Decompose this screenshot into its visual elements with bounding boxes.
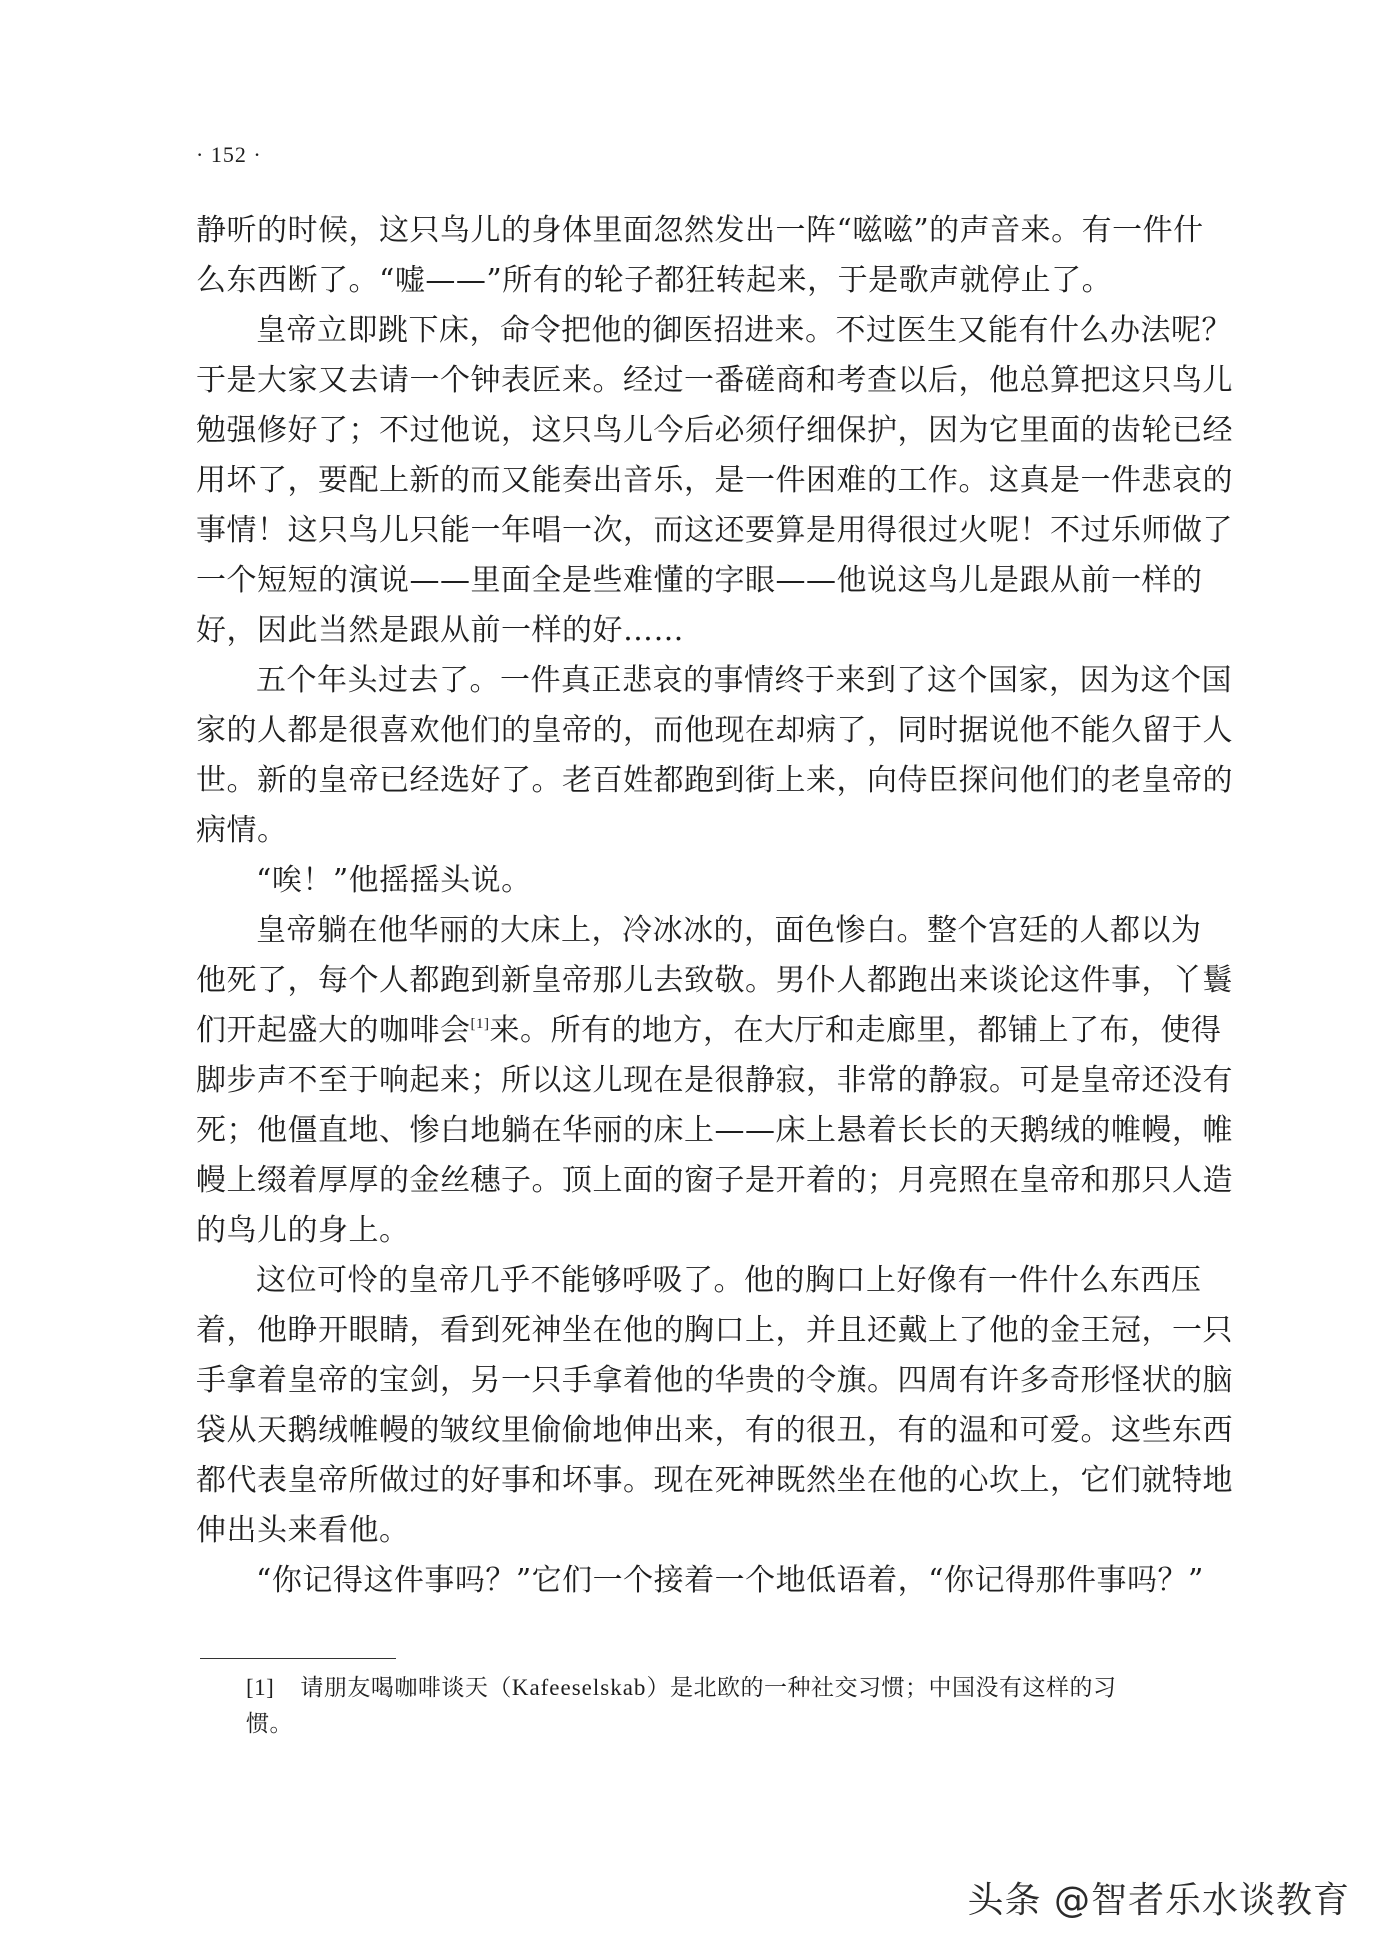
text-line: 勉强修好了；不过他说，这只鸟儿今后必须仔细保护，因为它里面的齿轮已经 (196, 413, 1233, 448)
text-line: 死；他僵直地、惨白地躺在华丽的床上——床上悬着长长的天鹅绒的帷幔，帷 (196, 1113, 1233, 1148)
paragraph (196, 206, 1204, 306)
text-line: 伸出头来看他。 (196, 1513, 410, 1548)
text-line: 这位可怜的皇帝几乎不能够呼吸了。他的胸口上好像有一件什么东西压 (256, 1263, 1202, 1298)
text-line: 么东西断了。“嘘——”所有的轮子都狂转起来，于是歌声就停止了。 (196, 263, 1113, 298)
footnote-marker: [1] (246, 1675, 275, 1700)
text-line: 用坏了，要配上新的而又能奏出音乐，是一件困难的工作。这真是一件悲哀的 (196, 463, 1233, 498)
text-line: 袋从天鹅绒帷幔的皱纹里偷偷地伸出来，有的很丑，有的温和可爱。这些东西 (196, 1413, 1233, 1448)
text-line: 世。新的皇帝已经选好了。老百姓都跑到街上来，向侍臣探问他们的老皇帝的 (196, 763, 1233, 798)
paragraph (196, 906, 1233, 1256)
text-line: 家的人都是很喜欢他们的皇帝的，而他现在却病了，同时据说他不能久留于人 (196, 713, 1233, 748)
paragraph (196, 656, 1233, 856)
text-line: 着，他睁开眼睛，看到死神坐在他的胸口上，并且还戴上了他的金王冠，一只 (196, 1313, 1233, 1348)
footnote (246, 1670, 1196, 1742)
text-line: 一个短短的演说——里面全是些难懂的字眼——他说这鸟儿是跟从前一样的 (196, 563, 1203, 598)
footnote-reference[interactable]: [1] (470, 1016, 490, 1032)
text-line: 病情。 (196, 813, 288, 848)
text-line: “唉！”他摇摇头说。 (256, 863, 532, 898)
text-line: 幔上缀着厚厚的金丝穗子。顶上面的窗子是开着的；月亮照在皇帝和那只人造 (196, 1163, 1233, 1198)
text-line: 皇帝躺在他华丽的大床上，冷冰冰的，面色惨白。整个宫廷的人都以为 (256, 913, 1202, 948)
text-line: 的鸟儿的身上。 (196, 1213, 410, 1248)
footnote-divider (200, 1658, 396, 1659)
text-line: 事情！这只鸟儿只能一年唱一次，而这还要算是用得很过火呢！不过乐师做了 (196, 513, 1233, 548)
footnote-text: 请朋友喝咖啡谈天（ (300, 1675, 512, 1701)
paragraph (196, 1556, 1204, 1606)
text-line: 静听的时候，这只鸟儿的身体里面忽然发出一阵“嗞嗞”的声音来。有一件什 (196, 213, 1204, 248)
text-line: 皇帝立即跳下床，命令把他的御医招进来。不过医生又能有什么办法呢？ (256, 313, 1232, 348)
paragraph (196, 1256, 1233, 1556)
text-line (196, 1006, 1222, 1056)
text-line: 于是大家又去请一个钟表匠来。经过一番磋商和考查以后，他总算把这只鸟儿 (196, 363, 1233, 398)
text-segment: 来。所有的地方，在大厅和走廊里，都铺上了布，使得 (489, 1013, 1222, 1048)
footnote-continuation: 惯。 (246, 1711, 293, 1737)
text-line: 都代表皇帝所做过的好事和坏事。现在死神既然坐在他的心坎上，它们就特地 (196, 1463, 1233, 1498)
text-line: 他死了，每个人都跑到新皇帝那儿去致敬。男仆人都跑出来谈论这件事，丫鬟 (196, 963, 1233, 998)
paragraph (196, 856, 1196, 906)
text-line: 手拿着皇帝的宝剑，另一只手拿着他的华贵的令旗。四周有许多奇形怪状的脑 (196, 1363, 1233, 1398)
text-line: 好，因此当然是跟从前一样的好…… (196, 613, 684, 648)
text-line: 五个年头过去了。一件真正悲哀的事情终于来到了这个国家，因为这个国 (256, 663, 1232, 698)
footnote-latin-term: Kafeeselskab (511, 1675, 647, 1700)
text-line: “你记得这件事吗？”它们一个接着一个地低语着，“你记得那件事吗？” (256, 1563, 1204, 1598)
footnote-text: ）是北欧的一种社交习惯；中国没有这样的习 (646, 1675, 1117, 1701)
body-text (196, 206, 1233, 1606)
footnote-line (246, 1670, 1196, 1706)
text-segment: 们开起盛大的咖啡会 (196, 1013, 471, 1048)
text-line: 脚步声不至于响起来；所以这儿现在是很静寂，非常的静寂。可是皇帝还没有 (196, 1063, 1233, 1098)
page-number: · 152 · (196, 142, 262, 167)
watermark: 头条 @智者乐水谈教育 (967, 1880, 1350, 1921)
paragraph (196, 306, 1233, 656)
